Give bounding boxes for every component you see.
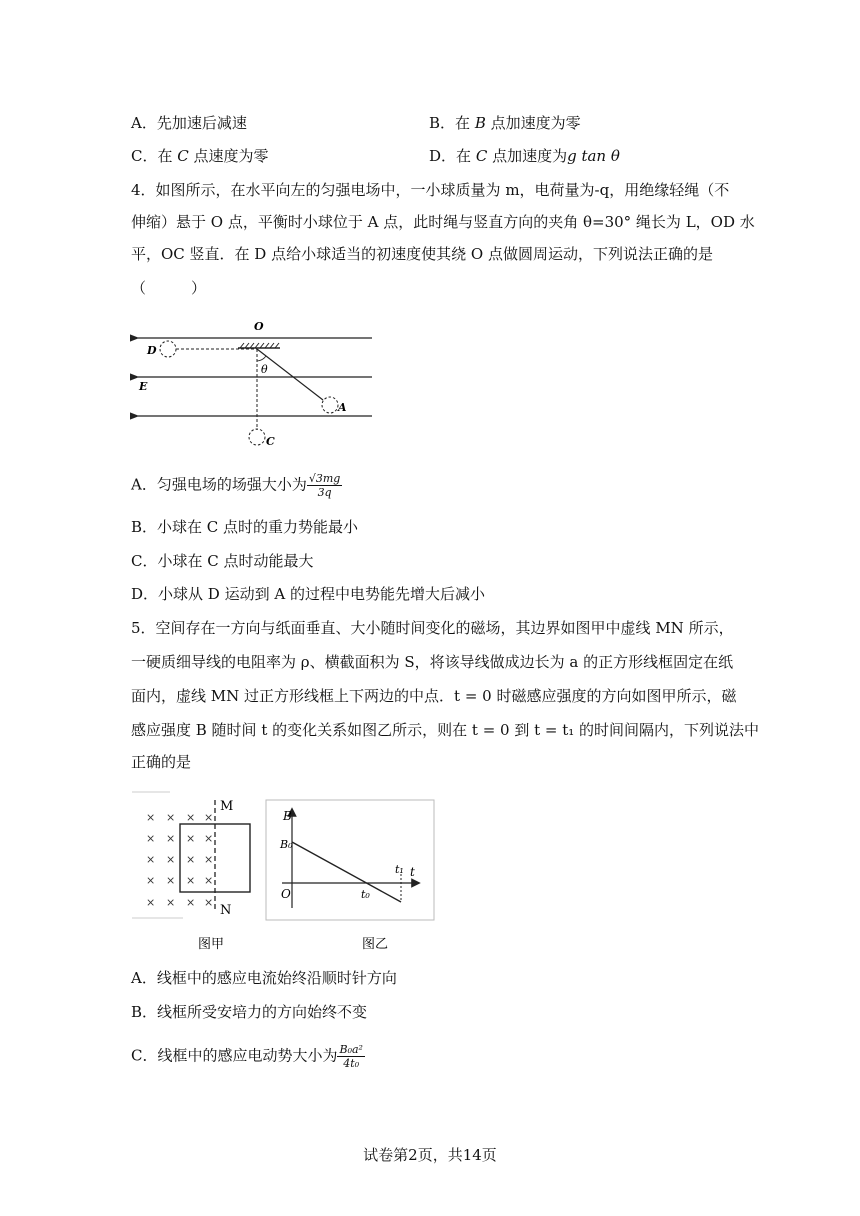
angle-arc — [257, 356, 266, 361]
field-cross-mark: × — [186, 896, 196, 909]
label-n: N — [220, 903, 232, 918]
b-t-graph — [292, 842, 401, 902]
q5-option-a: A．线框中的感应电流始终沿顺时针方向 — [131, 969, 397, 987]
field-cross-mark: × — [186, 853, 196, 866]
q3-option-b — [429, 112, 581, 133]
field-cross-mark: × — [166, 874, 176, 887]
q5-stem-line-1: 5．空间存在一方向与纸面垂直、大小随时间变化的磁场，其边界如图甲中虚线 MN 所示， — [131, 619, 734, 637]
field-cross-mark: × — [166, 896, 176, 909]
q5-stem-line-3: 面内，虚线 MN 过正方形线框上下两边的中点．t = 0 时磁感应强度的方向如图甲所示，磁 — [131, 687, 737, 705]
option-text: 点加速度为零 — [485, 114, 581, 132]
page-footer: 试卷第2页，共14页 — [363, 1146, 497, 1164]
label-o: O — [281, 887, 291, 901]
q5-option-c — [131, 1043, 365, 1070]
option-text: 在 — [455, 114, 475, 132]
field-cross-mark: × — [146, 896, 156, 909]
label-t: t — [410, 865, 415, 879]
q3-option-d — [429, 145, 620, 166]
option-label: D． — [429, 147, 457, 165]
q5-stem-line-5: 正确的是 — [131, 753, 192, 771]
label-theta: θ — [261, 363, 268, 376]
caption-yi: 图乙 — [362, 937, 389, 952]
label-t0: t₀ — [361, 888, 370, 901]
label-c: C — [266, 435, 275, 448]
q3-option-c — [131, 145, 269, 166]
field-cross-mark: × — [146, 874, 156, 887]
q4-stem-line-3: 平，OC 竖直．在 D 点给小球适当的初速度使其绕 O 点做圆周运动，下列说法正确的是 — [131, 245, 713, 263]
q5-figure-yi — [264, 798, 438, 955]
option-var: B — [474, 114, 486, 132]
label-b: B — [283, 809, 292, 823]
option-var: C — [177, 147, 189, 165]
ball-a — [322, 397, 338, 413]
field-cross-mark: × — [204, 832, 214, 845]
option-expression: g tan θ — [567, 147, 620, 165]
caption-jia: 图甲 — [198, 937, 225, 952]
q4-option-d: D．小球从 D 运动到 A 的过程中电势能先增大后减小 — [131, 585, 485, 603]
label-o: O — [254, 320, 264, 333]
option-label: C． — [131, 147, 158, 165]
option-text: 点速度为零 — [188, 147, 269, 165]
label-a: A — [338, 401, 347, 414]
q4-stem-line-1: 4．如图所示，在水平向左的匀强电场中，一小球质量为 m，电荷量为-q，用绝缘轻绳（不 — [131, 181, 730, 199]
label-b0: B₀ — [280, 838, 293, 851]
fraction-denominator: 4t₀ — [343, 1057, 360, 1070]
fraction-numerator: B₀a² — [339, 1043, 363, 1056]
fraction — [337, 1043, 364, 1070]
q4-answer-blank: （ ） — [131, 279, 207, 297]
field-cross-mark: × — [186, 832, 196, 845]
field-cross-mark: × — [204, 811, 214, 824]
q3-option-a — [131, 112, 247, 133]
q4-option-c: C．小球在 C 点时动能最大 — [131, 552, 314, 570]
field-cross-mark: × — [146, 811, 156, 824]
fraction-numerator: √3mg — [308, 472, 341, 485]
option-text: 在 — [456, 147, 476, 165]
field-cross-mark: × — [186, 811, 196, 824]
q5-figure-jia — [128, 790, 260, 955]
option-var: C — [475, 147, 488, 165]
label-t1: t₁ — [395, 863, 404, 876]
field-cross-mark: × — [166, 811, 176, 824]
field-cross-mark: × — [204, 874, 214, 887]
fraction-denominator: 3q — [317, 486, 332, 499]
q5-stem-line-4: 感应强度 B 随时间 t 的变化关系如图乙所示，则在 t = 0 到 t = t₁ 的时间间隔内，下列说法中 — [131, 721, 760, 739]
option-label: B． — [429, 114, 456, 132]
q5-option-b: B．线框所受安培力的方向始终不变 — [131, 1003, 368, 1021]
fraction — [307, 472, 342, 499]
option-text: 点加速度为 — [487, 147, 568, 165]
ball-d — [160, 341, 176, 357]
option-text: 先加速后减速 — [156, 114, 247, 132]
option-text: 在 — [157, 147, 178, 165]
option-label: A． — [131, 114, 157, 132]
q4-option-b: B．小球在 C 点时的重力势能最小 — [131, 518, 359, 536]
q4-stem-line-2: 伸缩）悬于 O 点，平衡时小球位于 A 点，此时绳与竖直方向的夹角 θ=30° 绳长为 L，OD 水 — [131, 213, 755, 231]
field-cross-mark: × — [166, 832, 176, 845]
field-cross-mark: × — [204, 853, 214, 866]
label-m: M — [220, 799, 234, 814]
field-cross-mark: × — [186, 874, 196, 887]
q4-figure — [130, 318, 380, 450]
field-cross-mark: × — [146, 832, 156, 845]
field-cross-mark: × — [204, 896, 214, 909]
label-d: D — [147, 344, 157, 357]
option-text: A．匀强电场的场强大小为 — [131, 475, 307, 494]
field-cross-mark: × — [166, 853, 176, 866]
field-cross-mark: × — [146, 853, 156, 866]
label-e: E — [139, 380, 148, 393]
q4-option-a — [131, 472, 342, 499]
q5-stem-line-2: 一硬质细导线的电阻率为 ρ、横截面积为 S，将该导线做成边长为 a 的正方形线框固定在纸 — [131, 653, 734, 671]
option-text: C．线框中的感应电动势大小为 — [131, 1046, 338, 1065]
ball-c — [249, 429, 265, 445]
